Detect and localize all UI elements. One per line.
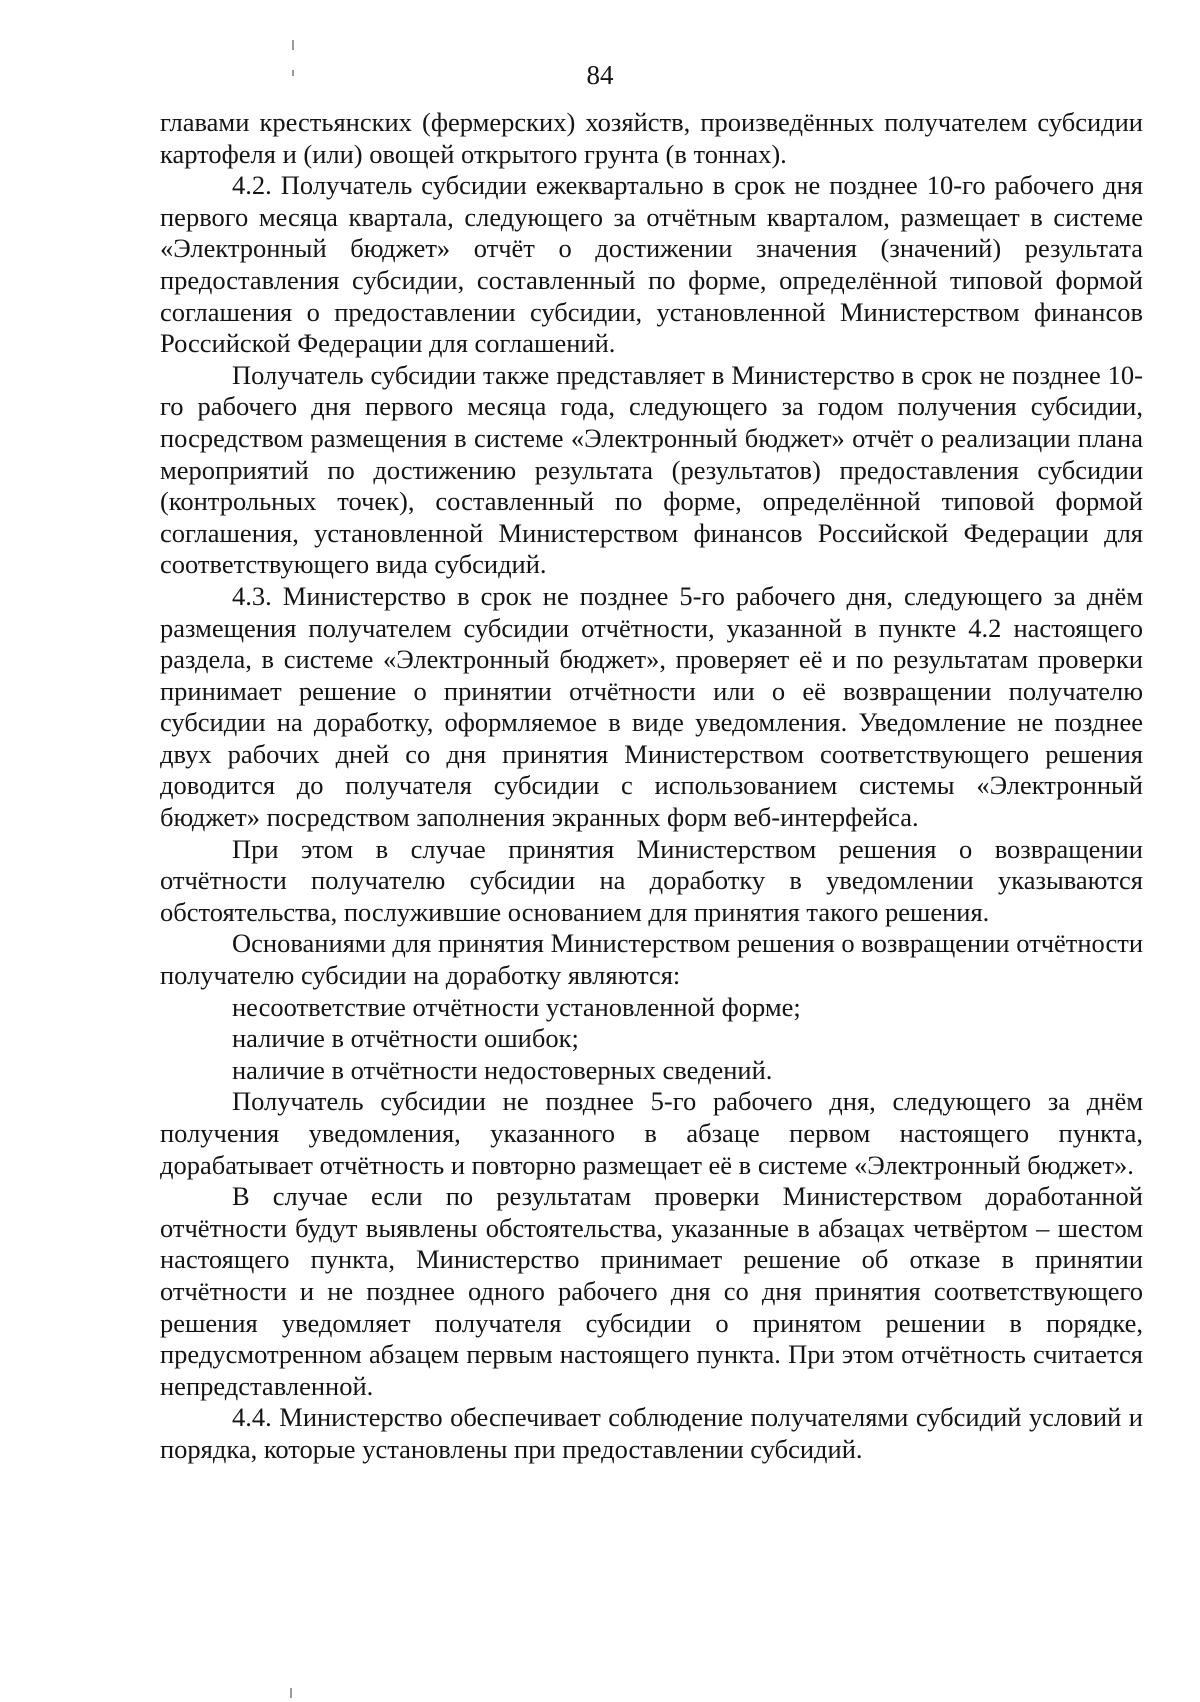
paragraph-4-2: 4.2. Получатель субсидии ежеквартально в срок не позднее 10-го рабочего дня первого месяца квартала, следующего за отчётным кварталом, размещает в системе «Электронный бюджет» отчёт о достижении значения (значений) результата предоставления субсидии, составленный по форме, определённой типовой формой соглашения о предоставлении субсидии, установленной Министерством финансов Российской Федерации для соглашений.	[160, 170, 1143, 359]
paragraph: Получатель субсидии не позднее 5-го рабочего дня, следующего за днём получения уведомления, указанного в абзаце первом настоящего пункта, дорабатывает отчётность и повторно размещает её в системе «Электронный бюджет».	[160, 1086, 1143, 1180]
document-body	[160, 107, 1143, 1466]
list-item: наличие в отчётности недостоверных сведений.	[232, 1054, 773, 1085]
paragraph-4-4: 4.4. Министерство обеспечивает соблюдение получателями субсидий условий и порядка, которые установлены при предоставлении субсидий.	[160, 1402, 1143, 1464]
scan-mark	[292, 40, 294, 50]
paragraph: Получатель субсидии также представляет в Министерство в срок не позднее 10-го рабочего дня первого месяца года, следующего за годом получения субсидии, посредством размещения в системе «Электронный бюджет» отчёт о реализации плана мероприятий по достижению результата (результатов) предоставления субсидии (контрольных точек), составленный по форме, определённой типовой формой соглашения, установленной Министерством финансов Российской Федерации для соответствующего вида субсидий.	[160, 359, 1143, 580]
scan-mark	[290, 1688, 292, 1698]
paragraph: главами крестьянских (фермерских) хозяйств, произведённых получателем субсидии картофеля и (или) овощей открытого грунта (в тоннах).	[160, 107, 1143, 169]
list-item: наличие в отчётности ошибок;	[232, 1023, 579, 1054]
scan-mark	[292, 70, 294, 76]
page-number: 84	[586, 60, 614, 90]
paragraph: В случае если по результатам проверки Министерством доработанной отчётности будут выявлены обстоятельства, указанные в абзацах четвёртом – шестом настоящего пункта, Министерство принимает решение об отказе в принятии отчётности и не позднее одного рабочего дня со дня принятия соответствующего решения уведомляет получателя субсидии о принятом решении в порядке, предусмотренном абзацем первым настоящего пункта. При этом отчётность считается непредставленной.	[160, 1181, 1143, 1401]
paragraph-4-3: 4.3. Министерство в срок не позднее 5-го рабочего дня, следующего за днём размещения получателем субсидии отчётности, указанной в пункте 4.2 настоящего раздела, в системе «Электронный бюджет», проверяет её и по результатам проверки принимает решение о принятии отчётности или о её возвращении получателю субсидии на доработку, оформляемое в виде уведомления. Уведомление не позднее двух рабочих дней со дня принятия Министерством соответствующего решения доводится до получателя субсидии с использованием системы «Электронный бюджет» посредством заполнения экранных форм веб-интерфейса.	[160, 580, 1143, 833]
list-item: несоответствие отчётности установленной форме;	[232, 991, 801, 1022]
paragraph: Основаниями для принятия Министерством решения о возвращении отчётности получателю субсидии на доработку являются:	[160, 928, 1143, 991]
paragraph: При этом в случае принятия Министерством решения о возвращении отчётности получателю субсидии на доработку в уведомлении указываются обстоятельства, послужившие основанием для принятия такого решения.	[160, 833, 1143, 927]
